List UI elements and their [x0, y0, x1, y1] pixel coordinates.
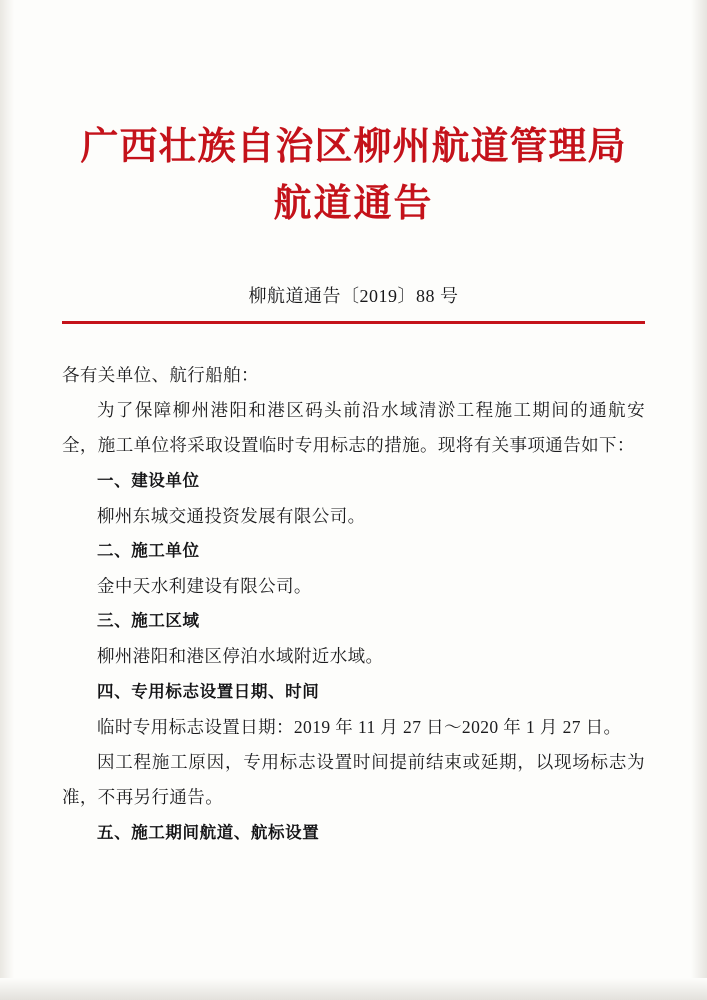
section-heading-1: 一、建设单位 — [97, 470, 200, 490]
section-heading-3: 三、施工区域 — [97, 611, 200, 631]
section-body-4: 临时专用标志设置日期：2019 年 11 月 27 日～2020 年 1 月 27 日。 — [97, 716, 622, 737]
section-body-4b: 因工程施工原因，专用标志设置时间提前结束或延期，以现场标志为准，不再另行通告。 — [62, 751, 645, 808]
document-body — [62, 358, 645, 851]
section-heading-5: 五、施工期间航道、航标设置 — [97, 822, 320, 842]
document-title-line2: 航道通告 — [273, 180, 434, 226]
section-heading-2: 二、施工单位 — [97, 541, 200, 561]
section-body-2: 金中天水利建设有限公司。 — [97, 576, 312, 596]
section-heading-4: 四、专用标志设置日期、时间 — [97, 681, 320, 701]
section-body-3: 柳州港阳和港区停泊水域附近水域。 — [97, 646, 384, 667]
intro-paragraph: 为了保障柳州港阳和港区码头前沿水域清淤工程施工期间的通航安全，施工单位将采取设置临时专用标志的措施。现将有关事项通告如下： — [62, 400, 645, 456]
salutation: 各有关单位、航行船舶： — [62, 364, 259, 385]
scan-edge-bottom — [0, 978, 707, 1000]
red-divider-rule — [62, 321, 645, 324]
document-title-line1: 广西壮族自治区柳州航道管理局 — [80, 123, 627, 168]
document-number: 柳航道通告〔2019〕88 号 — [248, 286, 459, 307]
section-body-1: 柳州东城交通投资发展有限公司。 — [97, 505, 366, 526]
